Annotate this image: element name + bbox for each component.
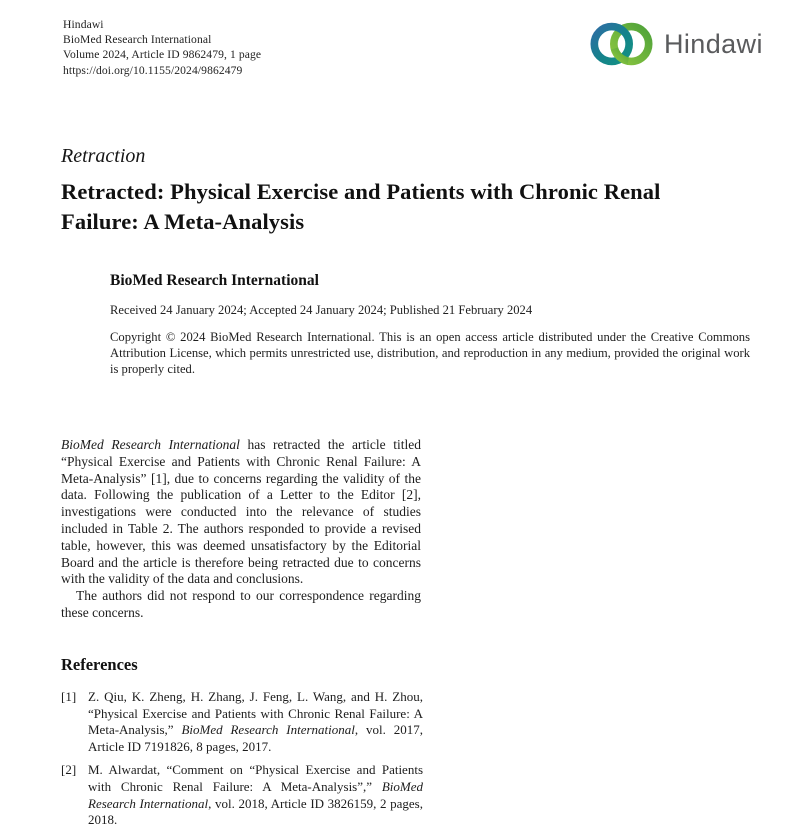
reference-item [61, 762, 423, 828]
body-paragraph-2: The authors did not respond to our correspondence regarding these concerns. [61, 588, 421, 620]
doi-link[interactable]: https://doi.org/10.1155/2024/9862479 [63, 63, 243, 77]
reference-journal-italic: BioMed Research International [88, 778, 423, 811]
references-heading: References [61, 655, 138, 674]
reference-text: M. Alwardat, “Comment on “Physical Exercise and Patients with Chronic Renal Failure: A Meta-Analysis”,” [88, 762, 423, 794]
references-section [61, 655, 423, 836]
reference-number: [2] [61, 762, 77, 778]
meta-copyright-notice: Copyright © 2024 BioMed Research International. This is an open access article distributed under the Creative Commons Attribution License, which permits unrestricted use, distribution, and reproduction in any medium, provided the original work is properly cited. [110, 330, 750, 376]
publisher-name: Hindawi [63, 18, 104, 31]
reference-text: Z. Qiu, K. Zheng, H. Zhang, J. Feng, L. Wang, and H. Zhou, “Physical Exercise and Patients with Chronic Renal Failure: A Meta-Analysis,” [88, 689, 423, 738]
bibliographic-header [63, 17, 261, 78]
article-meta-block [110, 272, 750, 377]
reference-journal-italic: BioMed Research International [181, 722, 355, 738]
meta-history-line: Received 24 January 2024; Accepted 24 January 2024; Published 21 February 2024 [110, 303, 533, 317]
journal-name-italic: BioMed Research International [61, 437, 240, 452]
hindawi-rings-icon [588, 21, 655, 67]
retraction-body [61, 437, 421, 622]
hindawi-wordmark: Hindawi [664, 28, 763, 59]
reference-text-tail: , vol. 2017, Article ID 7191826, 8 pages, 2017. [88, 722, 423, 754]
reference-item [61, 689, 423, 755]
reference-number: [1] [61, 689, 77, 704]
volume-article-line: Volume 2024, Article ID 9862479, 1 page [63, 48, 262, 62]
body-paragraph-1 [61, 437, 421, 588]
article-type-label: Retraction [61, 145, 146, 167]
hindawi-logo [588, 21, 763, 67]
meta-journal-heading: BioMed Research International [110, 272, 319, 289]
journal-name: BioMed Research International [63, 33, 212, 47]
references-list [61, 689, 423, 829]
body-paragraph-1-text: has retracted the article titled “Physical Exercise and Patients with Chronic Renal Failure: A Meta-Analysis” [1], due to concerns regarding the validity of the data. Following the publication of a Letter to the Editor [2], investigations were conducted into the relevance of studies included in Table 2. The authors responded to provide a revised table, however, this was deemed unsatisfactory by the Editorial Board and the article is therefore being retracted due to concerns with the validity of the data and conclusions. [61, 437, 421, 587]
reference-text-tail: , vol. 2018, Article ID 3826159, 2 pages, 2018. [88, 795, 423, 828]
article-title: Retracted: Physical Exercise and Patients with Chronic Renal Failure: A Meta-Analysis [61, 179, 661, 234]
